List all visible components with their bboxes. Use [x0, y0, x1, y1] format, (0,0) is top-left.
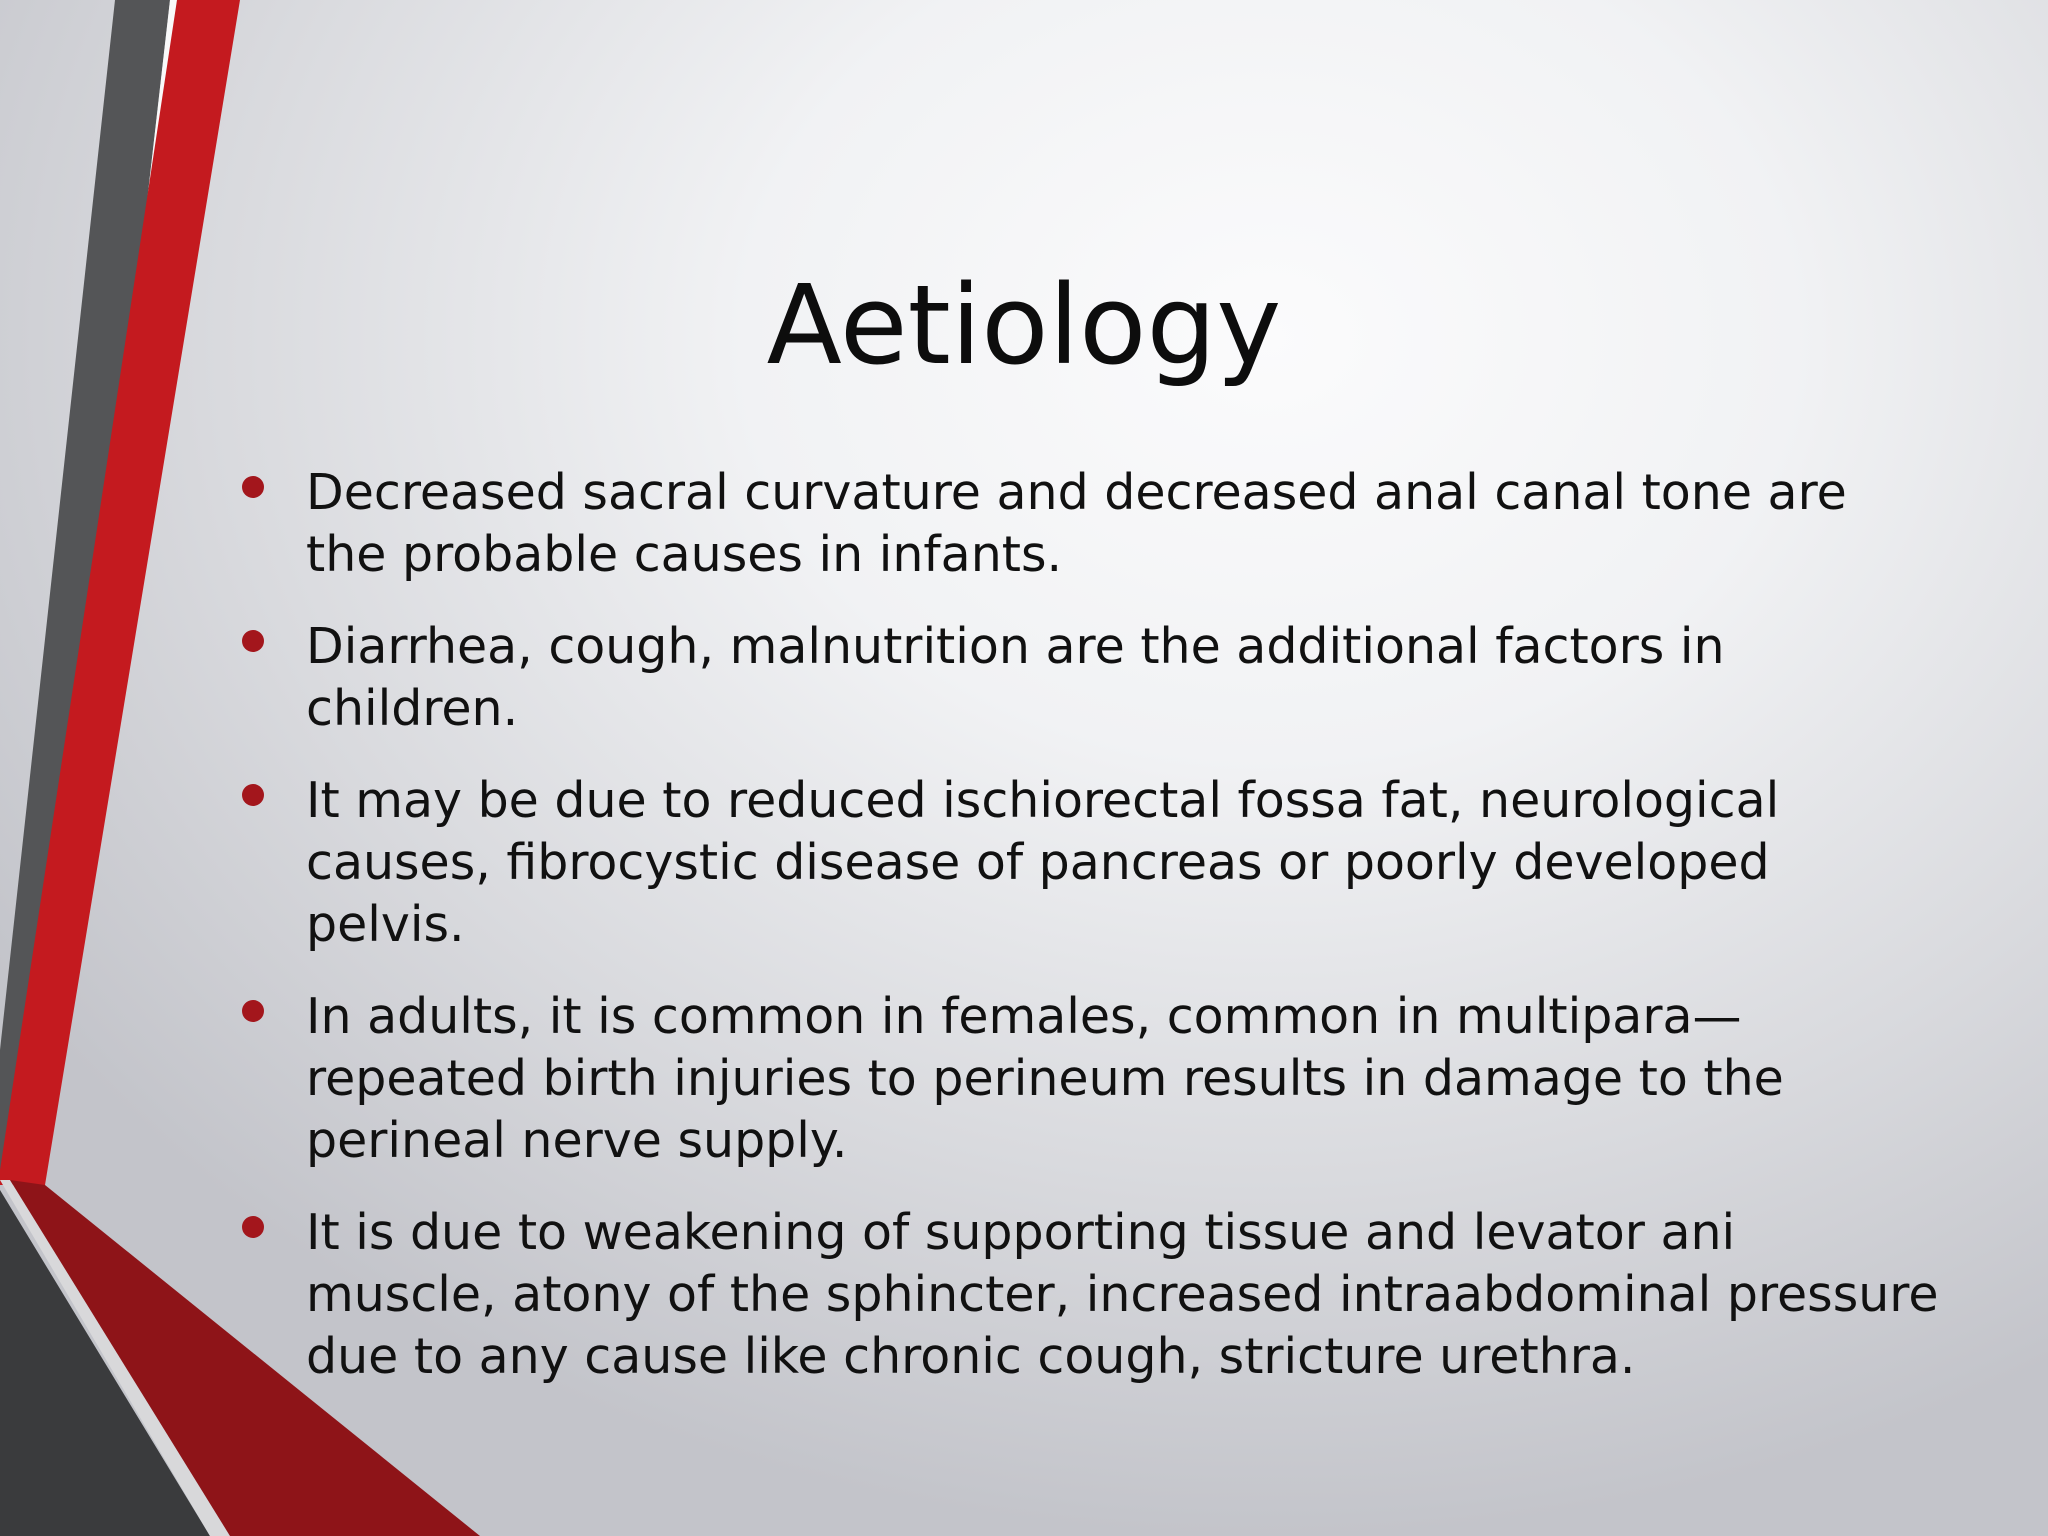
bullet-dot-icon [242, 1216, 264, 1238]
bullet-item [240, 462, 1940, 586]
bullet-list [240, 462, 1940, 1418]
bullet-text: It is due to weakening of supporting tissue and levator ani muscle, atony of the sphincter, increased intraabdominal pressure due to any cause like chronic cough, stricture urethra. [306, 1204, 1939, 1385]
bullet-text: In adults, it is common in females, common in multipara—repeated birth injuries to perineum results in damage to the perineal nerve supply. [306, 988, 1784, 1169]
bullet-dot-icon [242, 784, 264, 806]
bullet-dot-icon [242, 1000, 264, 1022]
bullet-item [240, 986, 1940, 1172]
bullet-item [240, 616, 1940, 740]
bullet-dot-icon [242, 476, 264, 498]
bullet-item [240, 770, 1940, 956]
slide-title: Aetiology [766, 261, 1282, 389]
bullet-item [240, 1202, 1940, 1388]
bullet-dot-icon [242, 630, 264, 652]
bullet-text: It may be due to reduced ischiorectal fossa fat, neurological causes, fibrocystic disease of pancreas or poorly developed pelvis. [306, 772, 1780, 953]
bullet-text: Diarrhea, cough, malnutrition are the additional factors in children. [306, 618, 1725, 737]
bullet-text: Decreased sacral curvature and decreased anal canal tone are the probable causes in infants. [306, 464, 1847, 583]
